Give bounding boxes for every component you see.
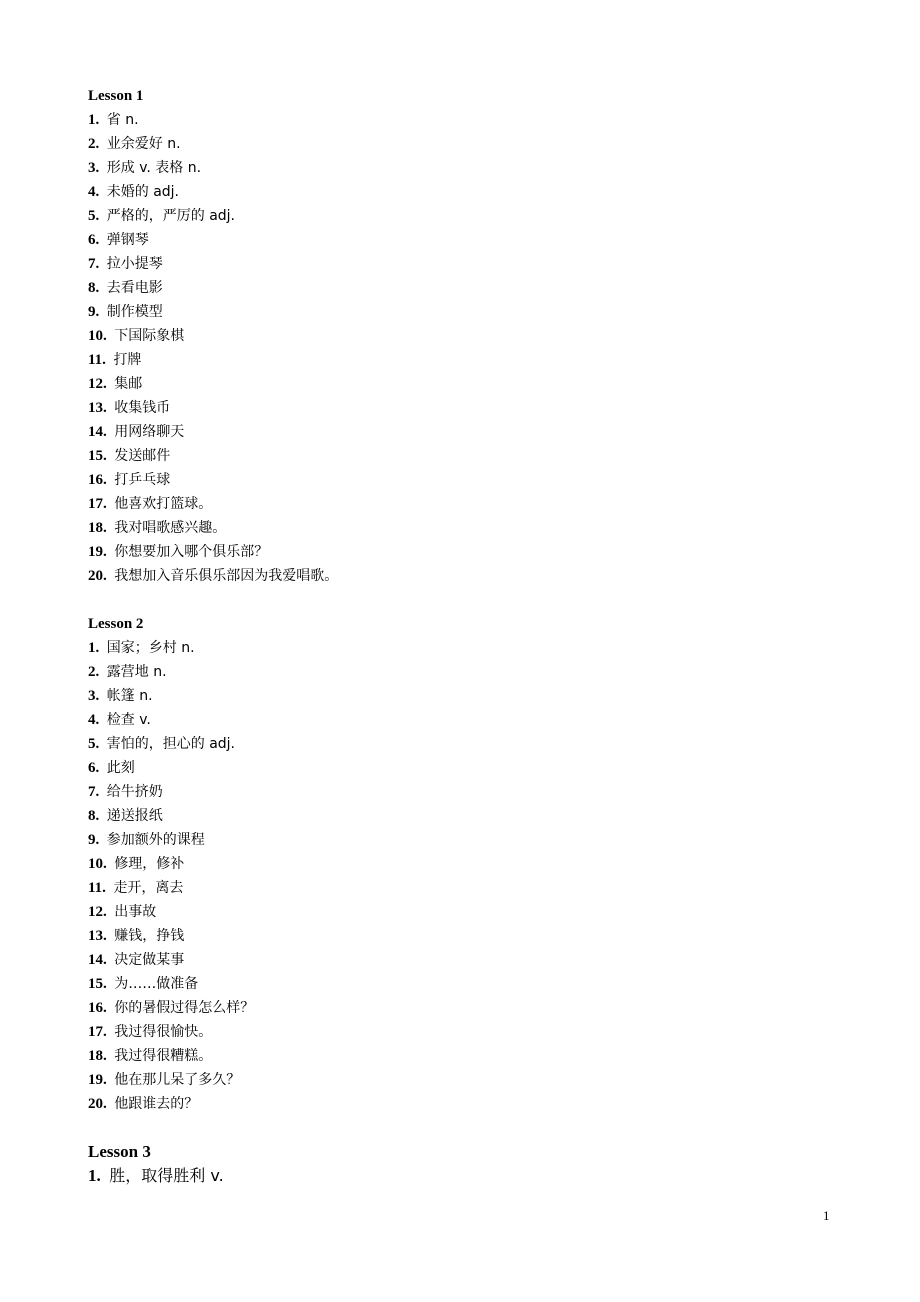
item-text: 你的暑假过得怎么样？ — [114, 1000, 255, 1016]
item-text: 未婚的 adj. — [106, 184, 180, 200]
item-text: 参加额外的课程 — [106, 832, 205, 848]
item-number: 14. — [88, 424, 107, 440]
list-item — [88, 1164, 868, 1188]
lesson-title: Lesson 2 — [88, 616, 144, 632]
item-text: 他在那儿呆了多久？ — [114, 1072, 241, 1088]
item-number: 20. — [88, 568, 107, 584]
item-text: 省 n. — [106, 112, 139, 128]
item-number: 17. — [88, 1024, 107, 1040]
item-number: 10. — [88, 328, 107, 344]
list-item — [88, 396, 868, 420]
item-number: 9. — [88, 832, 100, 848]
list-item — [88, 660, 868, 684]
item-text: 走开，离去 — [113, 880, 184, 896]
list-item — [88, 876, 868, 900]
item-text: 我过得很愉快。 — [114, 1024, 213, 1040]
list-item — [88, 324, 868, 348]
item-text: 形成 v. 表格 n. — [106, 160, 202, 176]
item-text: 我对唱歌感兴趣。 — [114, 520, 227, 536]
list-item — [88, 948, 868, 972]
item-text: 去看电影 — [106, 280, 163, 296]
list-item — [88, 780, 868, 804]
list-item — [88, 1044, 868, 1068]
list-item — [88, 252, 868, 276]
list-item — [88, 420, 868, 444]
item-text: 严格的，严厉的 adj. — [106, 208, 236, 224]
item-number: 19. — [88, 544, 107, 560]
item-number: 15. — [88, 448, 107, 464]
item-number: 1. — [88, 1166, 101, 1185]
list-item — [88, 156, 868, 180]
list-item — [88, 924, 868, 948]
item-number: 4. — [88, 712, 100, 728]
list-item — [88, 516, 868, 540]
item-text: 我过得很糟糕。 — [114, 1048, 213, 1064]
list-item — [88, 276, 868, 300]
item-text: 发送邮件 — [114, 448, 171, 464]
item-text: 下国际象棋 — [114, 328, 185, 344]
item-text: 收集钱币 — [114, 400, 171, 416]
list-item — [88, 1068, 868, 1092]
item-number: 16. — [88, 1000, 107, 1016]
document-page — [88, 84, 868, 1188]
list-item — [88, 444, 868, 468]
item-number: 7. — [88, 784, 100, 800]
item-number: 5. — [88, 208, 100, 224]
item-number: 14. — [88, 952, 107, 968]
item-number: 19. — [88, 1072, 107, 1088]
list-item — [88, 804, 868, 828]
item-number: 15. — [88, 976, 107, 992]
item-number: 8. — [88, 280, 100, 296]
item-text: 你想要加入哪个俱乐部？ — [114, 544, 269, 560]
list-item — [88, 996, 868, 1020]
list-item — [88, 1020, 868, 1044]
item-number: 3. — [88, 160, 100, 176]
item-number: 18. — [88, 1048, 107, 1064]
list-item — [88, 636, 868, 660]
list-item — [88, 348, 868, 372]
list-item — [88, 108, 868, 132]
list-item — [88, 564, 868, 588]
item-text: 修理，修补 — [114, 856, 185, 872]
item-number: 5. — [88, 736, 100, 752]
item-number: 16. — [88, 472, 107, 488]
list-item — [88, 852, 868, 876]
item-text: 他跟谁去的？ — [114, 1096, 199, 1112]
page-number: 1 — [823, 1208, 830, 1223]
item-text: 递送报纸 — [106, 808, 163, 824]
item-text: 集邮 — [114, 376, 143, 392]
item-number: 11. — [88, 352, 106, 368]
list-item — [88, 708, 868, 732]
list-item — [88, 492, 868, 516]
item-number: 7. — [88, 256, 100, 272]
item-number: 8. — [88, 808, 100, 824]
item-text: 拉小提琴 — [106, 256, 163, 272]
item-text: 他喜欢打篮球。 — [114, 496, 213, 512]
lesson-2-section — [88, 612, 868, 1116]
item-text: 出事故 — [114, 904, 157, 920]
item-text: 胜，取得胜利 v. — [109, 1166, 224, 1185]
list-item — [88, 228, 868, 252]
item-text: 为……做准备 — [114, 976, 199, 992]
item-number: 12. — [88, 904, 107, 920]
item-number: 20. — [88, 1096, 107, 1112]
item-text: 弹钢琴 — [106, 232, 149, 248]
item-number: 1. — [88, 640, 100, 656]
item-text: 害怕的，担心的 adj. — [106, 736, 236, 752]
section-spacer — [88, 588, 868, 612]
lesson-title: Lesson 3 — [88, 1142, 151, 1161]
item-text: 检查 v. — [106, 712, 151, 728]
item-number: 11. — [88, 880, 106, 896]
item-text: 国家；乡村 n. — [106, 640, 195, 656]
item-text: 打牌 — [113, 352, 142, 368]
item-text: 打乒乓球 — [114, 472, 171, 488]
item-text: 决定做某事 — [114, 952, 185, 968]
item-text: 业余爱好 n. — [106, 136, 181, 152]
list-item — [88, 132, 868, 156]
item-text: 此刻 — [106, 760, 135, 776]
lesson-3-section — [88, 1140, 868, 1188]
item-number: 12. — [88, 376, 107, 392]
list-item — [88, 900, 868, 924]
item-text: 赚钱，挣钱 — [114, 928, 185, 944]
list-item — [88, 540, 868, 564]
list-item — [88, 180, 868, 204]
item-text: 我想加入音乐俱乐部因为我爱唱歌。 — [114, 568, 339, 584]
list-item — [88, 204, 868, 228]
item-number: 10. — [88, 856, 107, 872]
item-number: 2. — [88, 664, 100, 680]
item-number: 17. — [88, 496, 107, 512]
list-item — [88, 684, 868, 708]
list-item — [88, 972, 868, 996]
vocab-list — [88, 108, 868, 588]
vocab-list — [88, 1164, 868, 1188]
item-text: 用网络聊天 — [114, 424, 185, 440]
list-item — [88, 1092, 868, 1116]
item-text: 帐篷 n. — [106, 688, 153, 704]
lesson-1-section — [88, 84, 868, 588]
item-number: 18. — [88, 520, 107, 536]
vocab-list — [88, 636, 868, 1116]
item-text: 露营地 n. — [106, 664, 167, 680]
section-spacer — [88, 1116, 868, 1140]
item-number: 4. — [88, 184, 100, 200]
item-number: 9. — [88, 304, 100, 320]
item-text: 给牛挤奶 — [106, 784, 163, 800]
item-text: 制作模型 — [106, 304, 163, 320]
lesson-title: Lesson 1 — [88, 88, 144, 104]
item-number: 13. — [88, 400, 107, 416]
item-number: 3. — [88, 688, 100, 704]
item-number: 6. — [88, 760, 100, 776]
list-item — [88, 372, 868, 396]
item-number: 2. — [88, 136, 100, 152]
list-item — [88, 300, 868, 324]
item-number: 6. — [88, 232, 100, 248]
list-item — [88, 468, 868, 492]
list-item — [88, 732, 868, 756]
list-item — [88, 828, 868, 852]
list-item — [88, 756, 868, 780]
item-number: 13. — [88, 928, 107, 944]
item-number: 1. — [88, 112, 100, 128]
